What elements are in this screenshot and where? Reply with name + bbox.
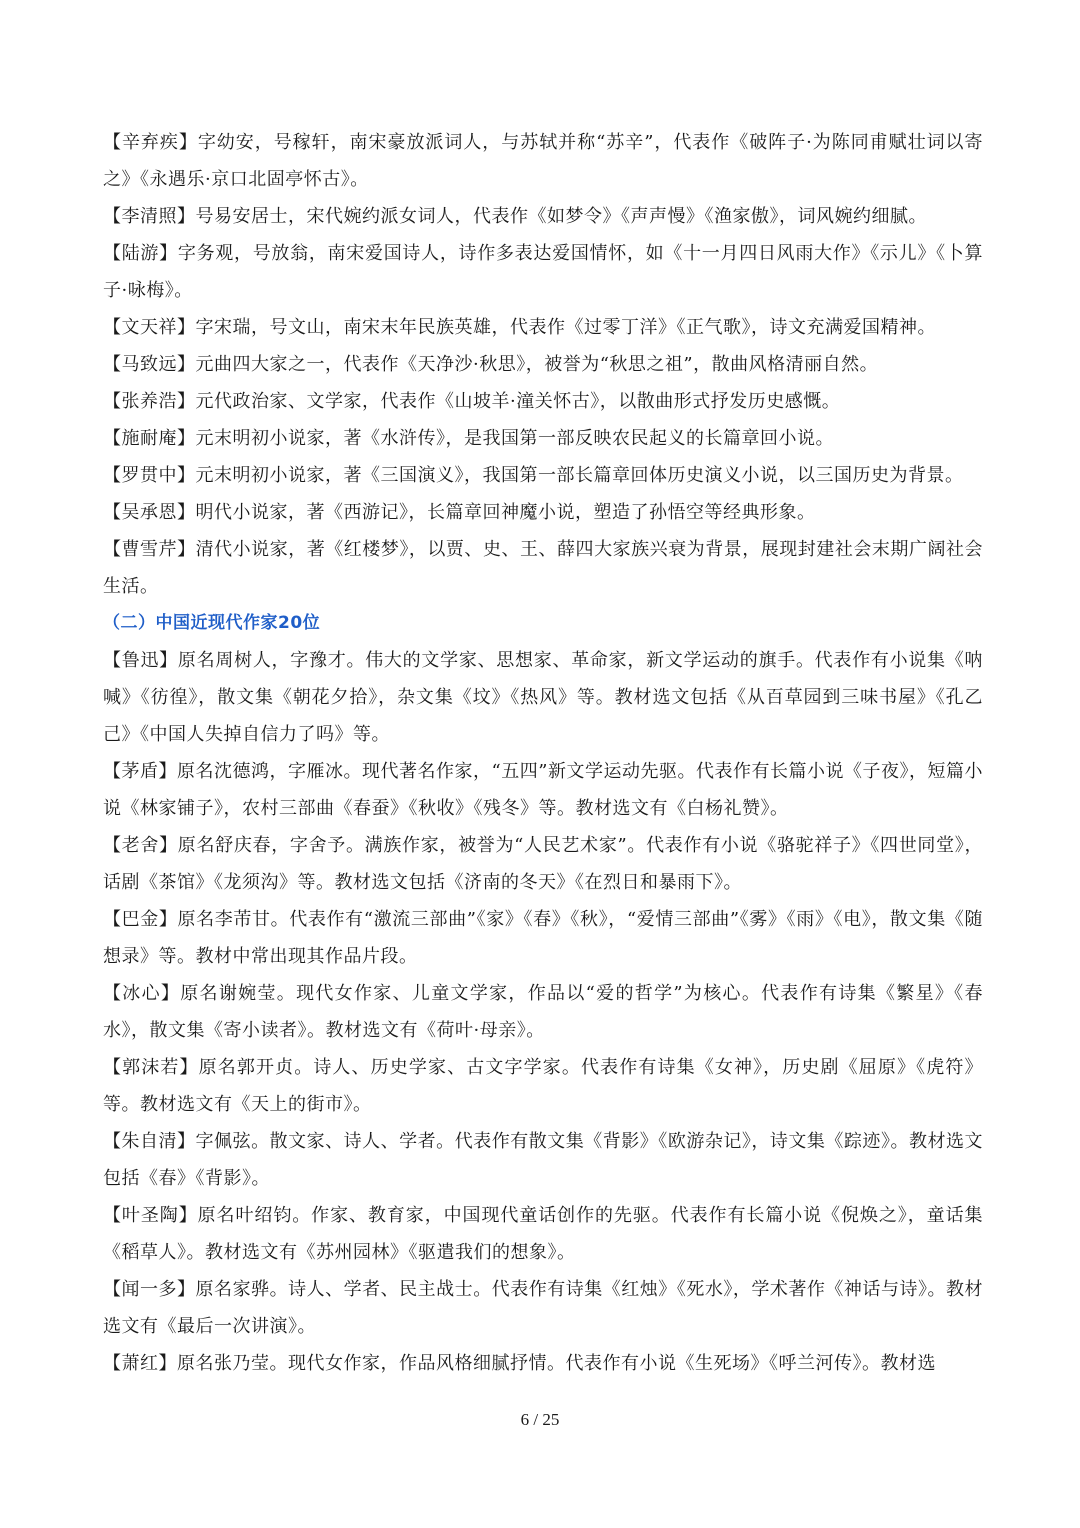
- page-number: 6 / 25: [520, 1410, 560, 1429]
- author-entry-wu-chengen: 【吴承恩】明代小说家，著《西游记》，长篇章回神魔小说，塑造了孙悟空等经典形象。: [103, 502, 816, 523]
- author-entry-luo-guanzhong: 【罗贯中】元末明初小说家，著《三国演义》，我国第一部长篇章回体历史演义小说，以三国历史为背景。: [103, 465, 964, 486]
- author-entry-zhang-yanghao: 【张养浩】元代政治家、文学家，代表作《山坡羊·潼关怀古》，以散曲形式抒发历史感慨。: [103, 391, 841, 412]
- author-entry-wen-tianxiang: 【文天祥】字宋瑞，号文山，南宋末年民族英雄，代表作《过零丁洋》《正气歌》，诗文充满爱国精神。: [103, 317, 936, 338]
- author-entry-zhu-ziqing: 【朱自清】字佩弦。散文家、诗人、学者。代表作有散文集《背影》《欧游杂记》，诗文集《踪迹》。教材选文包括《春》《背影》。: [103, 1131, 983, 1189]
- author-entry-mao-dun: 【茅盾】原名沈德鸿，字雁冰。现代著名作家，“五四”新文学运动先驱。代表作有长篇小说《子夜》，短篇小说《林家铺子》，农村三部曲《春蚕》《秋收》《残冬》等。教材选文有《白杨礼赞》。: [103, 761, 983, 819]
- author-entry-lao-she: 【老舍】原名舒庆春，字舍予。满族作家，被誉为“人民艺术家”。代表作有小说《骆驼祥子》《四世同堂》，话剧《茶馆》《龙须沟》等。教材选文包括《济南的冬天》《在烈日和暴雨下》。: [103, 835, 983, 893]
- author-entry-xin-qiji: 【辛弃疾】字幼安，号稼轩，南宋豪放派词人，与苏轼并称“苏辛”，代表作《破阵子·为陈同甫赋壮词以寄之》《永遇乐·京口北固亭怀古》。: [103, 132, 983, 190]
- author-entry-shi-naian: 【施耐庵】元末明初小说家，著《水浒传》，是我国第一部反映农民起义的长篇章回小说。: [103, 428, 834, 449]
- author-entry-cao-xueqin: 【曹雪芹】清代小说家，著《红楼梦》，以贾、史、王、薛四大家族兴衰为背景，展现封建社会末期广阔社会生活。: [103, 539, 983, 597]
- author-entry-xiao-hong: 【萧红】原名张乃莹。现代女作家，作品风格细腻抒情。代表作有小说《生死场》《呼兰河传》。教材选: [103, 1353, 936, 1374]
- section-title: （二）中国近现代作家20位: [103, 613, 321, 633]
- author-entry-li-qingzhao: 【李清照】号易安居士，宋代婉约派女词人，代表作《如梦令》《声声慢》《渔家傲》，词风婉约细腻。: [103, 206, 927, 227]
- author-entry-bing-xin: 【冰心】原名谢婉莹。现代女作家、儿童文学家，作品以“爱的哲学”为核心。代表作有诗集《繁星》《春水》，散文集《寄小读者》。教材选文有《荷叶·母亲》。: [103, 983, 983, 1041]
- author-entry-ma-zhiyuan: 【马致远】元曲四大家之一，代表作《天净沙·秋思》，被誉为“秋思之祖”，散曲风格清丽自然。: [103, 354, 879, 375]
- author-entry-ba-jin: 【巴金】原名李芾甘。代表作有“激流三部曲”《家》《春》《秋》，“爱情三部曲”《雾》《雨》《电》，散文集《随想录》等。教材中常出现其作品片段。: [103, 909, 983, 967]
- page-content: [103, 124, 983, 1382]
- author-entry-guo-moruo: 【郭沫若】原名郭开贞。诗人、历史学家、古文字学家。代表作有诗集《女神》，历史剧《屈原》《虎符》等。教材选文有《天上的街市》。: [103, 1057, 983, 1115]
- author-entry-ye-shengtao: 【叶圣陶】原名叶绍钧。作家、教育家，中国现代童话创作的先驱。代表作有长篇小说《倪焕之》，童话集《稻草人》。教材选文有《苏州园林》《驱遣我们的想象》。: [103, 1205, 983, 1263]
- author-entry-lu-you: 【陆游】字务观，号放翁，南宋爱国诗人，诗作多表达爱国情怀，如《十一月四日风雨大作》《示儿》《卜算子·咏梅》。: [103, 243, 983, 301]
- author-entry-wen-yiduo: 【闻一多】原名家骅。诗人、学者、民主战士。代表作有诗集《红烛》《死水》，学术著作《神话与诗》。教材选文有《最后一次讲演》。: [103, 1279, 983, 1337]
- author-entry-lu-xun: 【鲁迅】原名周树人，字豫才。伟大的文学家、思想家、革命家，新文学运动的旗手。代表作有小说集《呐喊》《彷徨》，散文集《朝花夕拾》，杂文集《坟》《热风》等。教材选文包括《从百草园到三味书屋》《孔乙己》《中国人失掉自信力了吗》等。: [103, 650, 983, 745]
